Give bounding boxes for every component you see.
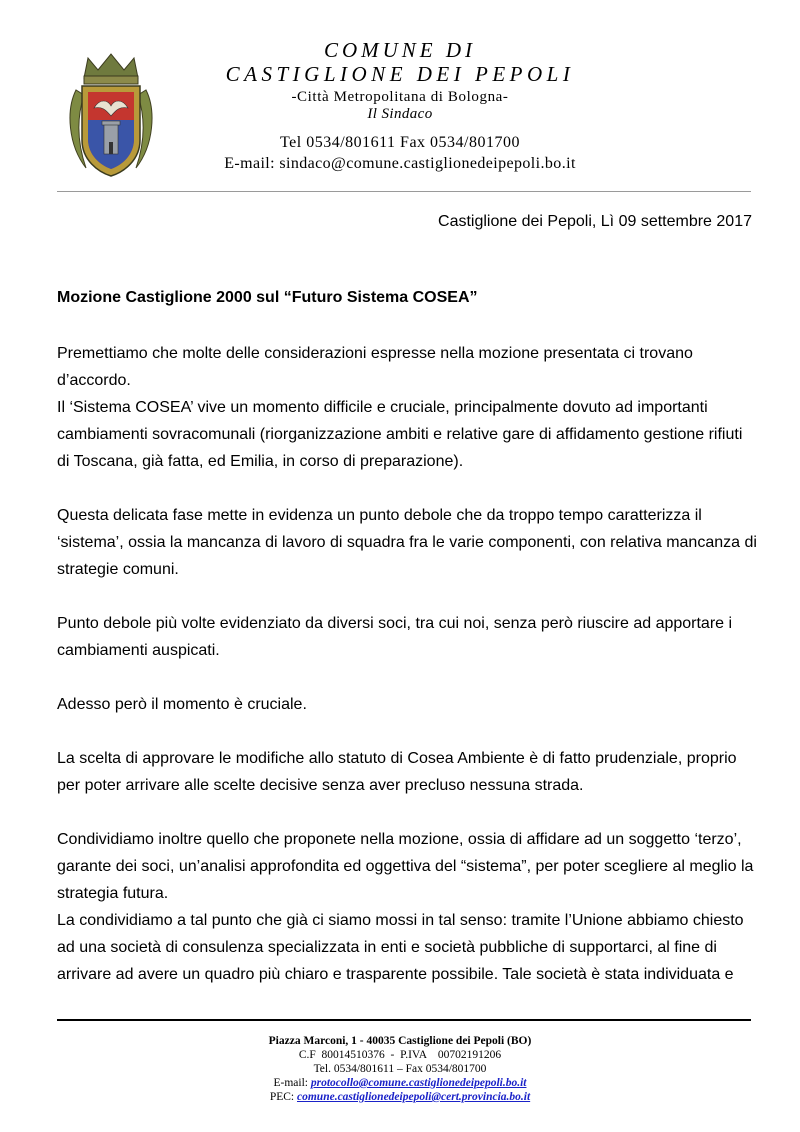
footer-email — [150, 1076, 650, 1090]
footer-pec-link[interactable]: comune.castiglionedeipepoli@cert.provincia.bo.it — [297, 1091, 531, 1103]
paragraph: La scelta di approvare le modifiche allo statuto di Cosea Ambiente è di fatto prudenziale, proprio per poter arrivare alle scelte decisive senza aver precluso nessuna strada. — [57, 750, 737, 794]
paragraph: Condividiamo inoltre quello che proponete nella mozione, ossia di affidare ad un soggetto ‘terzo’, garante dei soci, un’analisi approfondita ed oggettiva del “sistema”, per poter scegliere al meglio la strategia futura. — [57, 831, 754, 902]
letterhead-metropolitan-city: -Città Metropolitana di Bologna- — [291, 89, 509, 105]
coat-of-arms-icon — [66, 50, 156, 180]
header-divider — [57, 191, 751, 192]
letterhead-municipality-name: CASTIGLIONE DEI PEPOLI — [225, 62, 575, 86]
subject-line: Mozione Castiglione 2000 sul “Futuro Sistema COSEA” — [57, 289, 478, 306]
paragraph: Punto debole più volte evidenziato da diversi soci, tra cui noi, senza però riuscire ad apportare i cambiamenti auspicati. — [57, 615, 733, 659]
paragraph: Il ‘Sistema COSEA’ vive un momento difficile e cruciale, principalmente dovuto ad importanti cambiamenti sovracomunali (riorganizzazione ambiti e relative gare di affidamento gestione rifiuti di Toscana, già fatta, ed Emilia, in corso di preparazione). — [57, 399, 743, 470]
letterhead-comune: COMUNE DI — [323, 38, 477, 62]
letterhead-tel-fax: Tel 0534/801611 Fax 0534/801700 — [280, 134, 520, 151]
footer-pec-label: PEC: — [269, 1091, 297, 1103]
footer-tel-fax: Tel. 0534/801611 – Fax 0534/801700 — [313, 1063, 487, 1075]
footer-tax-codes: C.F 80014510376 - P.IVA 00702191206 — [298, 1049, 502, 1061]
paragraph: Adesso però il momento è cruciale. — [57, 696, 307, 713]
letterhead-office: Il Sindaco — [367, 106, 433, 122]
letterhead-email: E-mail: sindaco@comune.castiglionedeipepoli.bo.it — [224, 155, 576, 172]
paragraph: La condividiamo a tal punto che già ci siamo mossi in tal senso: tramite l’Unione abbiamo chiesto ad una società di consulenza specializzata in enti e società pubbliche di supportarci, al fine di arrivare ad avere un quadro più chiaro e trasparente possibile. Tale società è stata individuata e — [57, 912, 744, 983]
date-line: Castiglione dei Pepoli, Lì 09 settembre 2017 — [438, 213, 752, 230]
footer-email-link[interactable]: protocollo@comune.castiglionedeipepoli.bo.it — [310, 1077, 527, 1089]
footer-address: Piazza Marconi, 1 - 40035 Castiglione dei Pepoli (BO) — [268, 1035, 532, 1047]
footer-pec — [150, 1090, 650, 1104]
letter-body — [57, 340, 757, 988]
paragraph: Questa delicata fase mette in evidenza un punto debole che da troppo tempo caratterizza il ‘sistema’, ossia la mancanza di lavoro di squadra fra le varie componenti, con relativa mancanza di strategie comuni. — [57, 507, 757, 578]
paragraph: Premettiamo che molte delle considerazioni espresse nella mozione presentata ci trovano d’accordo. — [57, 345, 693, 389]
footer-divider — [57, 1019, 751, 1021]
footer-email-label: E-mail: — [273, 1077, 311, 1089]
